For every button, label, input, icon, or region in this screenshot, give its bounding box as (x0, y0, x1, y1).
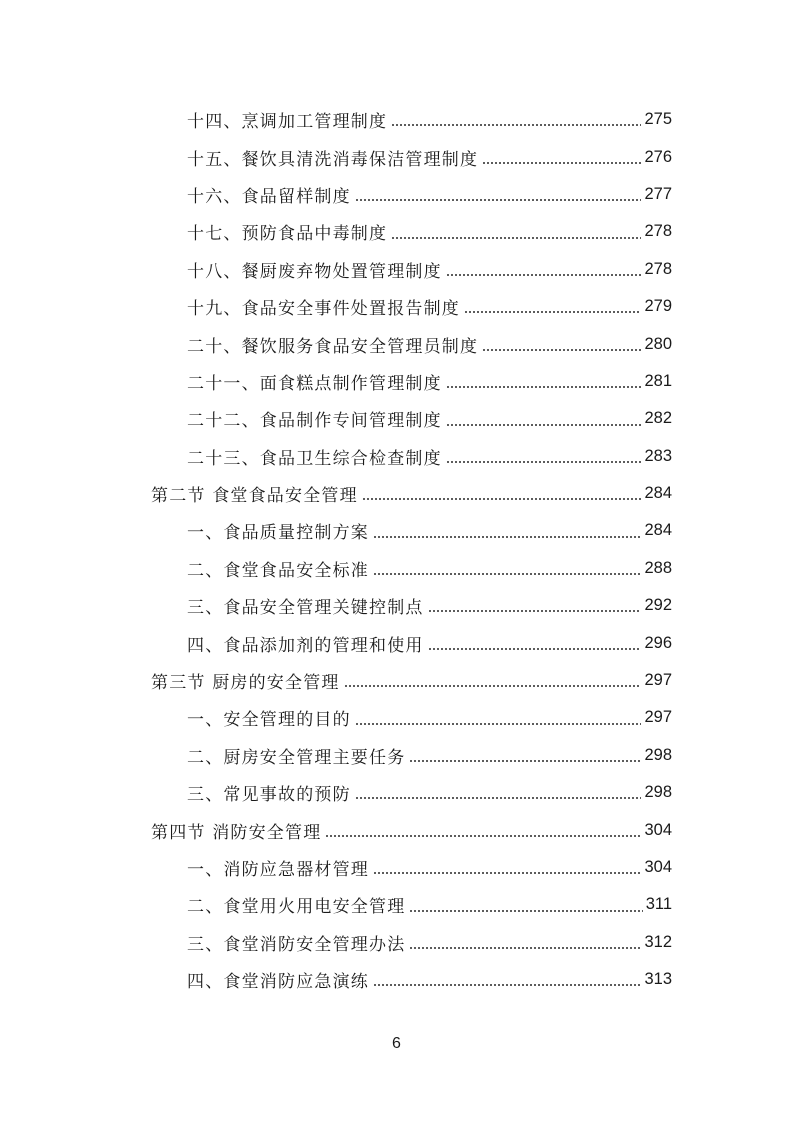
toc-entry[interactable] (0, 886, 793, 923)
toc-entry-page: 292 (644, 596, 672, 615)
toc-entry[interactable] (0, 251, 793, 288)
toc-entry-page: 288 (644, 558, 672, 577)
toc-entry-title: 十四、烹调加工管理制度 (187, 112, 388, 133)
toc-entry[interactable] (0, 101, 793, 138)
toc-entry-page: 296 (644, 633, 672, 652)
toc-entry-page: 283 (644, 446, 672, 465)
toc-entry-title: 二、食堂用火用电安全管理 (187, 897, 406, 918)
toc-entry-title: 二十二、食品制作专间管理制度 (187, 411, 442, 432)
toc-dot-leader (482, 161, 641, 165)
toc-dot-leader (428, 609, 642, 613)
toc-entry-page: 281 (644, 371, 672, 390)
toc-entry[interactable] (0, 176, 793, 213)
toc-entry[interactable] (0, 400, 793, 437)
toc-dot-leader (391, 123, 641, 127)
toc-entry-page: 311 (645, 895, 672, 914)
toc-section-entry[interactable] (0, 662, 793, 699)
toc-entry-page: 278 (644, 222, 672, 241)
toc-entry[interactable] (0, 138, 793, 175)
toc-dot-leader (344, 684, 642, 688)
table-of-contents (0, 101, 793, 998)
toc-entry-title: 四、食品添加剂的管理和使用 (187, 635, 424, 656)
toc-entry-page: 279 (644, 297, 672, 316)
toc-entry-title: 十六、食品留样制度 (187, 186, 351, 207)
toc-dot-leader (355, 198, 642, 202)
toc-entry[interactable] (0, 737, 793, 774)
toc-entry-title: 四、食堂消防应急演练 (187, 972, 369, 993)
toc-entry[interactable] (0, 774, 793, 811)
toc-entry-page: 297 (644, 671, 672, 690)
page-number: 6 (392, 1035, 401, 1052)
toc-entry-title: 二十、餐饮服务食品安全管理员制度 (187, 336, 479, 357)
toc-section-title: 第二节 食堂食品安全管理 (151, 486, 358, 507)
toc-entry-page: 284 (644, 484, 672, 503)
toc-entry-title: 十五、餐饮具清洗消毒保洁管理制度 (187, 149, 479, 170)
toc-dot-leader (373, 871, 641, 875)
toc-dot-leader (373, 983, 641, 987)
toc-dot-leader (325, 834, 641, 838)
toc-entry-page: 284 (644, 521, 672, 540)
toc-entry[interactable] (0, 961, 793, 998)
toc-entry[interactable] (0, 849, 793, 886)
toc-dot-leader (446, 460, 642, 464)
toc-entry-title: 二十三、食品卫生综合检查制度 (187, 448, 442, 469)
toc-entry-title: 一、食品质量控制方案 (187, 523, 369, 544)
toc-entry-page: 277 (644, 184, 672, 203)
toc-section-entry[interactable] (0, 475, 793, 512)
toc-dot-leader (373, 535, 641, 539)
toc-dot-leader (409, 946, 641, 950)
toc-entry-page: 313 (644, 970, 672, 989)
toc-dot-leader (355, 796, 642, 800)
toc-entry[interactable] (0, 213, 793, 250)
toc-dot-leader (409, 909, 642, 913)
toc-dot-leader (391, 236, 641, 240)
toc-dot-leader (482, 348, 641, 352)
toc-dot-leader (355, 722, 642, 726)
toc-entry[interactable] (0, 699, 793, 736)
toc-entry[interactable] (0, 550, 793, 587)
toc-entry-title: 三、常见事故的预防 (187, 785, 351, 806)
toc-entry-title: 二、食堂食品安全标准 (187, 560, 369, 581)
toc-entry-title: 三、食堂消防安全管理办法 (187, 934, 406, 955)
toc-dot-leader (446, 273, 642, 277)
toc-entry-page: 275 (644, 110, 672, 129)
toc-section-title: 第三节 厨房的安全管理 (151, 673, 340, 694)
toc-entry-title: 十九、食品安全事件处置报告制度 (187, 299, 460, 320)
toc-dot-leader (446, 385, 642, 389)
toc-entry-page: 298 (644, 783, 672, 802)
toc-entry-page: 304 (644, 858, 672, 876)
toc-section-entry[interactable] (0, 811, 793, 848)
toc-entry-title: 十八、餐厨废弃物处置管理制度 (187, 261, 442, 282)
toc-entry-title: 十七、预防食品中毒制度 (187, 224, 388, 245)
toc-dot-leader (464, 310, 641, 314)
toc-entry-page: 304 (644, 820, 672, 839)
toc-entry-title: 二十一、面食糕点制作管理制度 (187, 373, 442, 394)
toc-dot-leader (446, 423, 642, 427)
toc-entry-title: 三、食品安全管理关键控制点 (187, 598, 424, 619)
toc-entry-title: 一、消防应急器材管理 (187, 860, 369, 880)
toc-entry-page: 282 (644, 409, 672, 428)
toc-entry-page: 280 (644, 334, 672, 353)
toc-entry-page: 298 (644, 745, 672, 764)
toc-entry[interactable] (0, 325, 793, 362)
toc-entry-title: 一、安全管理的目的 (187, 710, 351, 731)
toc-entry[interactable] (0, 587, 793, 624)
toc-entry[interactable] (0, 288, 793, 325)
toc-entry[interactable] (0, 438, 793, 475)
toc-entry-title: 二、厨房安全管理主要任务 (187, 747, 406, 768)
toc-dot-leader (362, 497, 642, 501)
toc-entry-page: 276 (644, 147, 672, 166)
toc-entry-page: 312 (644, 932, 672, 951)
toc-entry[interactable] (0, 363, 793, 400)
toc-entry[interactable] (0, 512, 793, 549)
toc-entry-page: 278 (644, 259, 672, 278)
toc-dot-leader (409, 759, 641, 763)
toc-dot-leader (428, 647, 642, 651)
toc-dot-leader (373, 572, 641, 576)
toc-entry[interactable] (0, 924, 793, 961)
toc-entry-page: 297 (644, 708, 672, 727)
toc-section-title: 第四节 消防安全管理 (151, 822, 322, 843)
toc-entry[interactable] (0, 624, 793, 661)
